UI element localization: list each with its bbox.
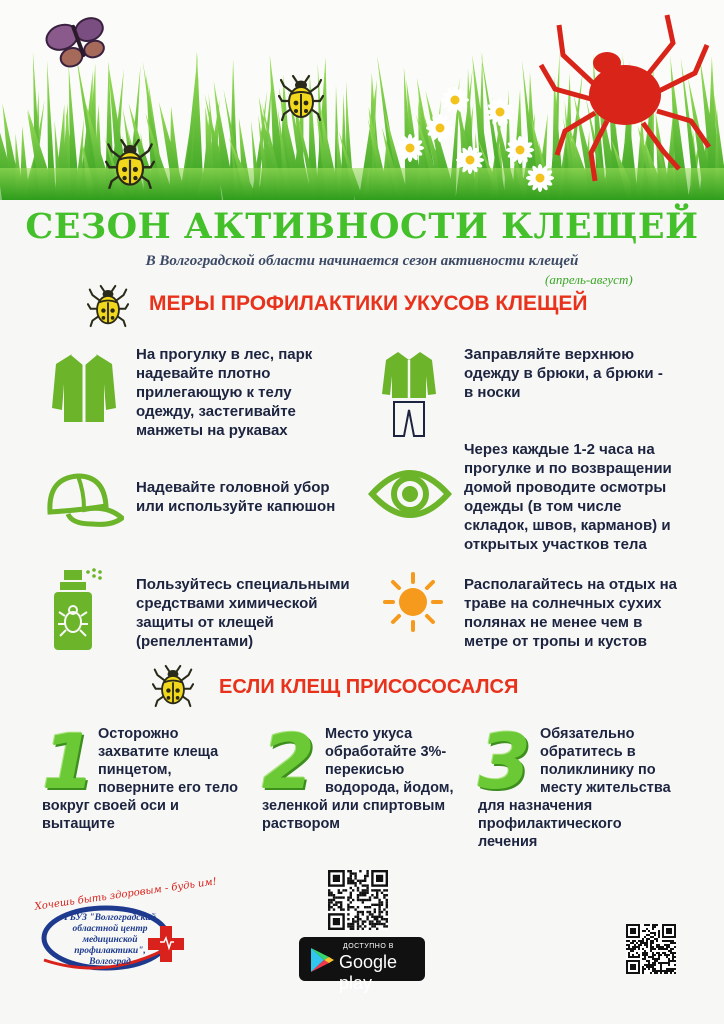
step-number: 1 bbox=[42, 717, 95, 806]
repellent-spray-icon bbox=[50, 568, 106, 652]
beetle-icon bbox=[152, 662, 194, 710]
subtitle: В Волгоградской области начинается сезон активности клещей bbox=[145, 253, 579, 269]
bitten-heading: ЕСЛИ КЛЕЩ ПРИСОСОСАЛСЯ bbox=[219, 676, 519, 698]
tucked-clothes-icon bbox=[380, 348, 438, 440]
step-text: для назначения профилактического лечения bbox=[478, 798, 622, 850]
google-play-badge[interactable] bbox=[299, 937, 425, 993]
step-text: зеленкой или спиртовым раствором bbox=[262, 798, 446, 832]
eye-icon bbox=[368, 466, 452, 522]
beetle-icon bbox=[105, 138, 155, 190]
step-text: Обязательно обратитесь в поликлинику по месту жительства bbox=[540, 726, 671, 796]
logo-slogan: Хочешь быть здоровым - будь им! bbox=[34, 876, 218, 913]
sun-icon bbox=[383, 572, 443, 632]
step-text: Место укуса обработайте 3%- перекисью водорода, йодом, bbox=[325, 726, 454, 796]
page-title: СЕЗОН АКТИВНОСТИ КЛЕЩЕЙ bbox=[25, 206, 699, 247]
season-period: (апрель-август) bbox=[545, 272, 633, 287]
tip-text: На прогулку в лес, парк надевайте плотно прилегающую к телу одежду, застегивайте манжеты на рукавах bbox=[136, 346, 313, 439]
beetle-icon bbox=[278, 74, 324, 122]
tip-text: Через каждые 1-2 часа на прогулке и по возвращении домой проводите осмотры одежды (в том числе складок, швов, карманов) и открытых участков тела bbox=[464, 441, 672, 553]
cap-icon bbox=[42, 468, 124, 532]
step-text: Осторожно захватите клеща пинцетом, поверните его тело bbox=[98, 726, 238, 796]
beetle-icon bbox=[87, 282, 129, 330]
store-name: Google play bbox=[339, 952, 398, 993]
measures-heading: МЕРЫ ПРОФИЛАКТИКИ УКУСОВ КЛЕЩЕЙ bbox=[149, 292, 588, 315]
step-number: 3 bbox=[478, 717, 531, 806]
qr-code[interactable] bbox=[626, 924, 676, 974]
tip-text: Располагайтесь на отдых на траве на солнечных сухих полянах не менее чем в метре от тропы и кустов bbox=[464, 576, 677, 650]
tip-text: Заправляйте верхнюю одежду в брюки, а брюки - в носки bbox=[464, 346, 663, 401]
jacket-icon bbox=[50, 350, 118, 424]
step-number: 2 bbox=[262, 717, 315, 806]
google-play-icon bbox=[309, 946, 335, 974]
step-text: вокруг своей оси и вытащите bbox=[42, 798, 179, 832]
tip-text: Пользуйтесь специальными средствами химической защиты от клещей (репеллентами) bbox=[136, 576, 350, 650]
store-caption: ДОСТУПНО В bbox=[343, 943, 394, 950]
tip-text: Надевайте головной убор или используйте капюшон bbox=[136, 479, 336, 515]
qr-code[interactable] bbox=[328, 870, 388, 930]
organization-name: ГБУЗ "Волгоградский областной центр медицинской профилактики", Волгоград bbox=[64, 913, 156, 967]
